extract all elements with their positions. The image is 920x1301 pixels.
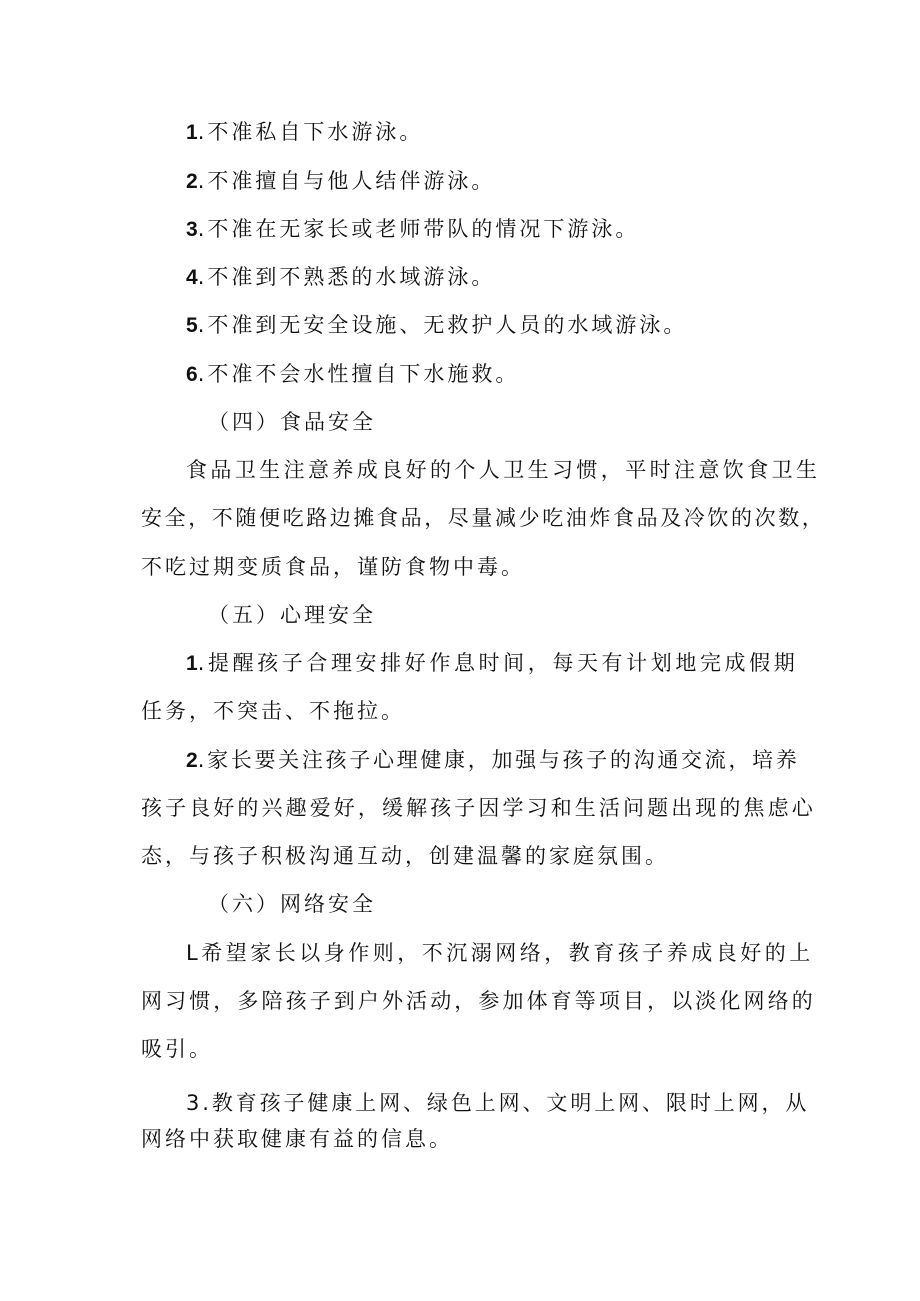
paragraph-line: 态，与孩子积极沟通互动，创建温馨的家庭氛围。 bbox=[141, 844, 669, 868]
rule-number: 6 bbox=[186, 363, 198, 386]
paragraph-line: 食品卫生注意养成良好的个人卫生习惯，平时注意饮食卫生 bbox=[186, 458, 821, 482]
item-text: .家长要关注孩子心理健康，加强与孩子的沟通交流，培养 bbox=[197, 748, 800, 772]
item-number: 2 bbox=[186, 749, 198, 772]
paragraph-line: 孩子良好的兴趣爱好，缓解孩子因学习和生活问题出现的焦虑心 bbox=[141, 796, 816, 820]
rule-text: .不准到无安全设施、无救护人员的水域游泳。 bbox=[197, 313, 688, 337]
paragraph-line: 网习惯，多陪孩子到户外活动，参加体育等项目，以淡化网络的 bbox=[141, 989, 816, 1013]
rule-text: .不准不会水性擅自下水施救。 bbox=[197, 362, 520, 386]
paragraph-line bbox=[186, 648, 798, 679]
paragraph-line: 吸引。 bbox=[141, 1037, 213, 1061]
rule-item bbox=[186, 310, 687, 341]
rule-number: 4 bbox=[186, 266, 198, 289]
rule-text: .不准私自下水游泳。 bbox=[197, 120, 424, 144]
rule-number: 2 bbox=[186, 170, 198, 193]
paragraph-line: 任务，不突击、不拖拉。 bbox=[141, 699, 405, 723]
rule-text: .不准到不熟悉的水域游泳。 bbox=[197, 265, 496, 289]
paragraph-line bbox=[186, 745, 800, 776]
paragraph-line: 网络中获取健康有益的信息。 bbox=[141, 1127, 453, 1151]
section-heading-network-safety: （六）网络安全 bbox=[208, 892, 376, 916]
rule-number: 3 bbox=[186, 218, 198, 241]
rule-item bbox=[186, 359, 519, 390]
paragraph-line: 不吃过期变质食品，谨防食物中毒。 bbox=[141, 555, 525, 579]
rule-text: .不准擅自与他人结伴游泳。 bbox=[197, 169, 496, 193]
item-number: 1 bbox=[186, 652, 198, 675]
rule-number: 1 bbox=[186, 121, 198, 144]
section-heading-mental-safety: （五）心理安全 bbox=[208, 603, 376, 627]
paragraph-line: L希望家长以身作则，不沉溺网络，教育孩子养成良好的上 bbox=[186, 941, 814, 965]
paragraph-line: 安全，不随便吃路边摊食品，尽量减少吃油炸食品及冷饮的次数， bbox=[141, 506, 826, 530]
rule-item bbox=[186, 117, 423, 148]
rule-item bbox=[186, 214, 639, 245]
rule-text: .不准在无家长或老师带队的情况下游泳。 bbox=[197, 217, 640, 241]
rule-item bbox=[186, 166, 495, 197]
rule-number: 5 bbox=[186, 314, 198, 337]
rule-item bbox=[186, 262, 495, 293]
paragraph-line: 3.教育孩子健康上网、绿色上网、文明上网、限时上网，从 bbox=[186, 1091, 810, 1115]
item-text: .提醒孩子合理安排好作息时间，每天有计划地完成假期 bbox=[197, 651, 799, 675]
section-heading-food-safety: （四）食品安全 bbox=[208, 410, 376, 434]
